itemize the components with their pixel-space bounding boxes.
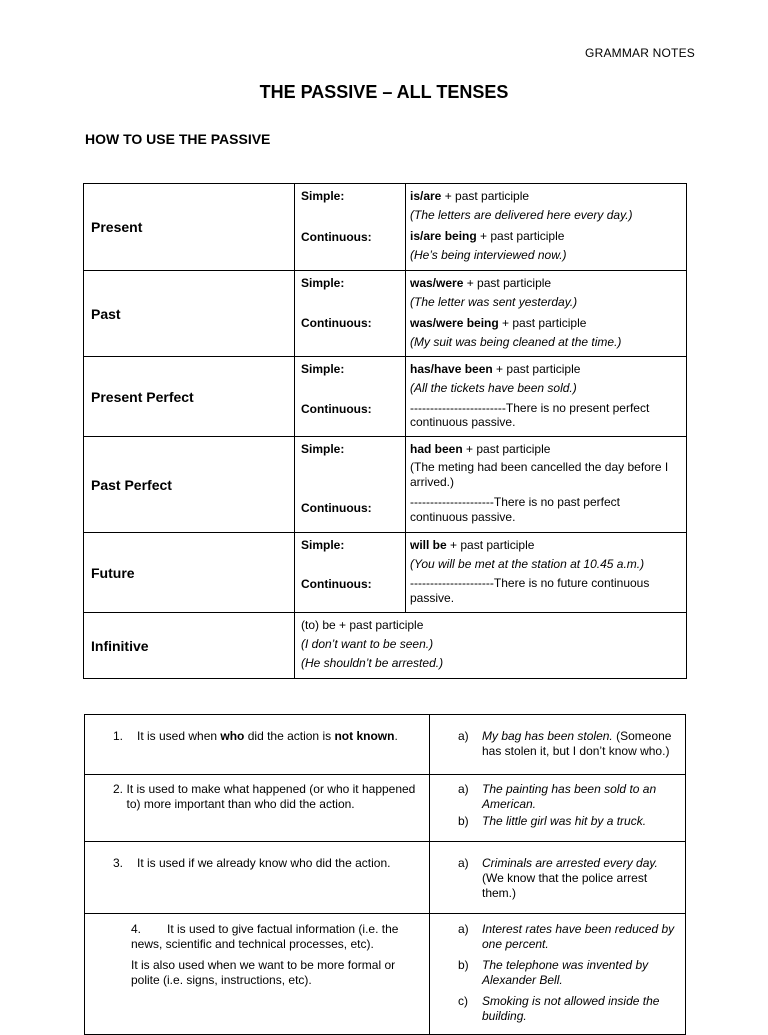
use-bold: not known (334, 729, 395, 743)
continuous-label: Continuous: (301, 577, 372, 591)
use-examples (430, 775, 686, 842)
use-number: 4. (131, 922, 142, 936)
example-text: Criminals are arrested every day. (482, 856, 658, 870)
use-text: It is used when (137, 729, 221, 743)
list-marker: a) (458, 856, 469, 870)
simple-label: Simple: (301, 538, 345, 552)
example-note: (We know that the police arrest them.) (482, 871, 648, 900)
form-cell (406, 271, 687, 357)
form-labels (295, 184, 406, 271)
use-number: 1. (113, 729, 124, 743)
use-description (85, 842, 430, 914)
form-rest: + past participle (463, 276, 552, 290)
continuous-label: Continuous: (301, 230, 372, 244)
use-description (85, 914, 430, 1035)
example-note: (Someone has stolen it, but I don’t know who.) (482, 729, 672, 758)
form-cell (295, 613, 687, 679)
list-marker: c) (458, 994, 468, 1008)
table-row (85, 914, 686, 1035)
tense-name: Present (84, 184, 295, 271)
example-text: (I don’t want to be seen.) (301, 637, 434, 651)
use-examples (430, 914, 686, 1035)
use-description (85, 715, 430, 775)
use-text: did the action is (244, 729, 335, 743)
form-rest: + past participle (462, 442, 551, 456)
section-subtitle: HOW TO USE THE PASSIVE (85, 131, 271, 147)
form-aux: was/were being (410, 316, 499, 330)
infinitive-form: (to) be + past participle (301, 618, 424, 632)
form-rest: + past participle (476, 229, 565, 243)
tense-name: Present Perfect (84, 357, 295, 437)
form-labels (295, 437, 406, 533)
form-labels (295, 271, 406, 357)
example-text: (You will be met at the station at 10.45 a.m.) (410, 557, 645, 571)
form-rest: + past participle (446, 538, 535, 552)
uses-table (84, 714, 686, 1035)
example-text: Interest rates have been reduced by one percent. (482, 922, 675, 951)
form-aux: is/are being (410, 229, 477, 243)
form-labels (295, 533, 406, 613)
example-text: (He’s being interviewed now.) (410, 248, 567, 262)
list-marker: a) (458, 922, 469, 936)
table-row (84, 613, 687, 679)
simple-label: Simple: (301, 442, 345, 456)
continuous-label: Continuous: (301, 402, 372, 416)
no-continuous-note: ---------------------There is no future continuous passive. (410, 576, 650, 605)
use-text: It is used if we already know who did the action. (137, 856, 391, 870)
example-text: (The meting had been cancelled the day before I arrived.) (410, 460, 669, 489)
example-text: (My suit was being cleaned at the time.) (410, 335, 622, 349)
form-aux: was/were (410, 276, 464, 290)
use-examples (430, 842, 686, 914)
continuous-label: Continuous: (301, 501, 372, 515)
table-row (85, 842, 686, 914)
form-aux: had been (410, 442, 463, 456)
form-cell (406, 437, 687, 533)
example-text: The telephone was invented by Alexander Bell. (482, 958, 649, 987)
form-aux: has/have been (410, 362, 493, 376)
table-row (84, 357, 687, 437)
tenses-table (83, 183, 687, 679)
tense-name: Infinitive (84, 613, 295, 679)
list-marker: a) (458, 729, 469, 743)
use-number: 2. (113, 782, 124, 796)
simple-label: Simple: (301, 189, 345, 203)
form-rest: + past participle (492, 362, 581, 376)
use-text: It is used to give factual information (i.e. the news, scientific and technical processes, etc). (131, 922, 399, 951)
form-cell (406, 533, 687, 613)
example-text: The little girl was hit by a truck. (482, 814, 647, 828)
list-marker: b) (458, 958, 469, 972)
form-aux: will be (410, 538, 447, 552)
example-text: The painting has been sold to an American. (482, 782, 657, 811)
form-cell (406, 184, 687, 271)
table-row (84, 271, 687, 357)
form-labels (295, 357, 406, 437)
example-text: (The letters are delivered here every day.) (410, 208, 633, 222)
form-aux: is/are (410, 189, 442, 203)
tense-name: Past (84, 271, 295, 357)
continuous-label: Continuous: (301, 316, 372, 330)
header-label: GRAMMAR NOTES (585, 46, 695, 60)
form-cell (406, 357, 687, 437)
example-text: (He shouldn’t be arrested.) (301, 656, 444, 670)
table-row (84, 184, 687, 271)
page-title: THE PASSIVE – ALL TENSES (259, 82, 509, 102)
use-description (85, 775, 430, 842)
use-text: . (394, 729, 398, 743)
example-text: Smoking is not allowed inside the building. (482, 994, 660, 1023)
simple-label: Simple: (301, 362, 345, 376)
table-row (85, 775, 686, 842)
use-bold: who (220, 729, 245, 743)
table-row (84, 437, 687, 533)
list-marker: b) (458, 814, 469, 828)
tense-name: Future (84, 533, 295, 613)
example-text: (All the tickets have been sold.) (410, 381, 577, 395)
no-continuous-note: ---------------------There is no past perfect continuous passive. (410, 495, 620, 524)
simple-label: Simple: (301, 276, 345, 290)
list-marker: a) (458, 782, 469, 796)
use-text: It is used to make what happened (or who it happened to) more important than who did the action. (126, 782, 416, 811)
example-text: My bag has been stolen. (482, 729, 613, 743)
use-examples (430, 715, 686, 775)
table-row (84, 533, 687, 613)
tense-name: Past Perfect (84, 437, 295, 533)
no-continuous-note: ------------------------There is no present perfect continuous passive. (410, 401, 650, 429)
example-text: (The letter was sent yesterday.) (410, 295, 578, 309)
table-row (85, 715, 686, 775)
form-rest: + past participle (441, 189, 530, 203)
use-text: It is also used when we want to be more formal or polite (i.e. signs, instructions, etc). (131, 958, 396, 987)
use-number: 3. (113, 856, 124, 870)
form-rest: + past participle (498, 316, 587, 330)
